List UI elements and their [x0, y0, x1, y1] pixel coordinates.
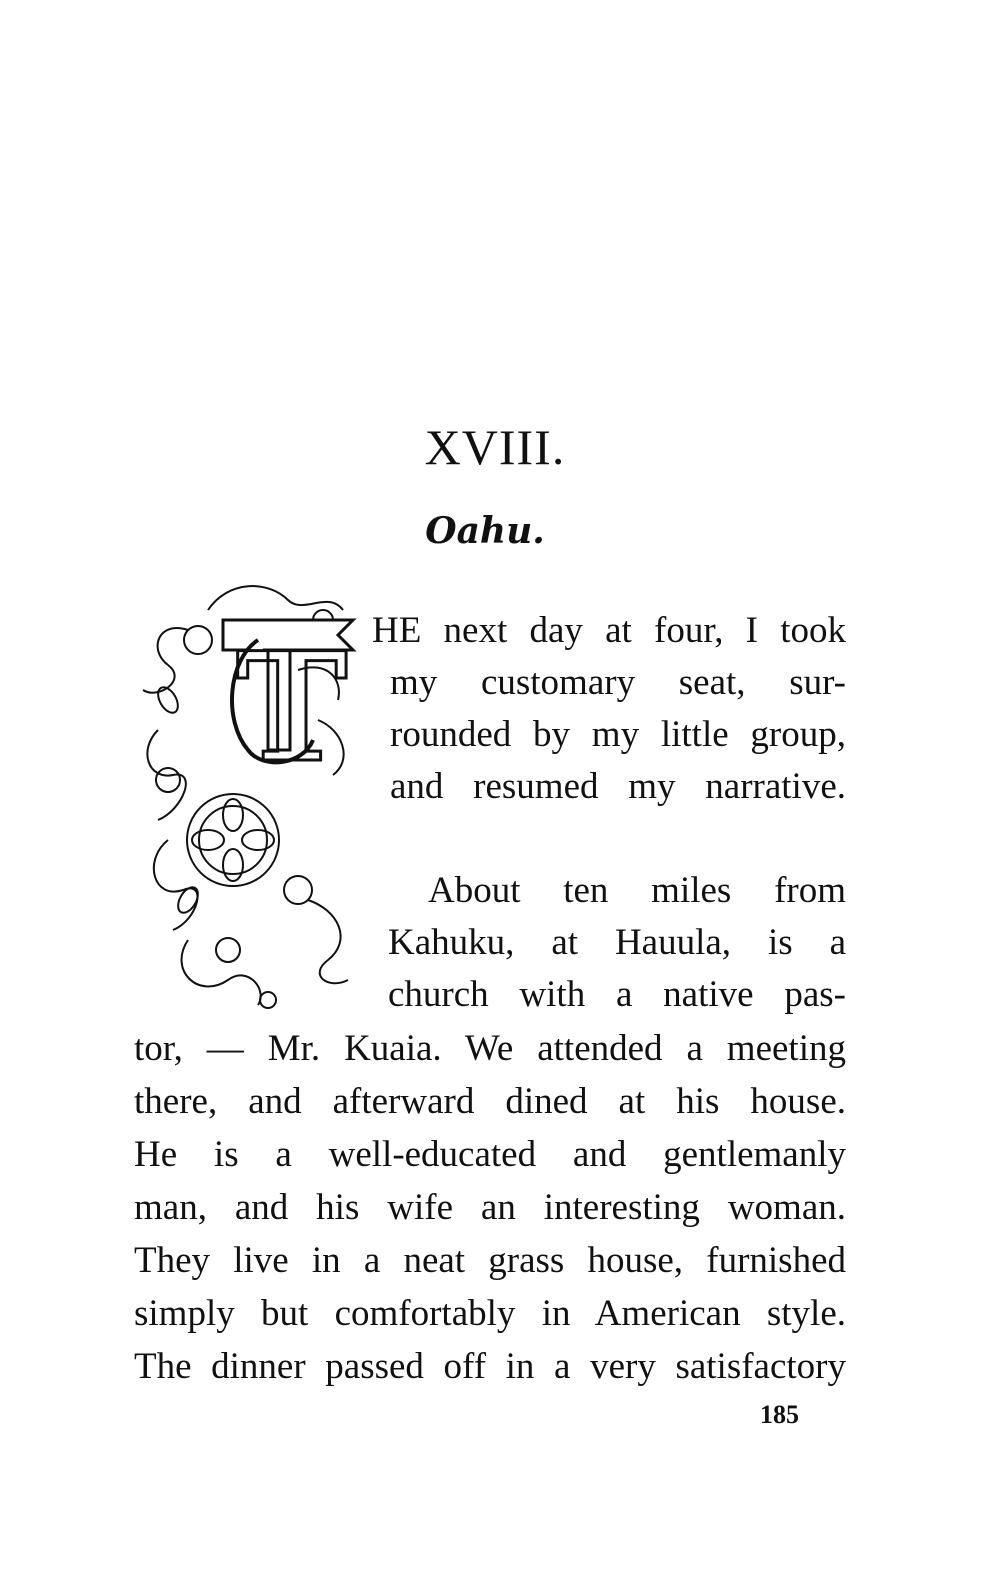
text-line: tor, — Mr. Kuaia. We attended a meeting — [134, 1028, 846, 1069]
text-line: They live in a neat grass house, furnished — [134, 1240, 846, 1281]
page-number: 185 — [760, 1400, 799, 1429]
chapter-title: Oahu. — [425, 510, 545, 552]
text-line: and resumed my narrative. — [390, 766, 846, 807]
text-line: The dinner passed off in a very satisfactory — [134, 1346, 846, 1387]
text-line: there, and afterward dined at his house. — [134, 1081, 846, 1122]
text-line: About ten miles from — [428, 870, 846, 911]
text-line: church with a native pas- — [388, 974, 846, 1015]
text-line: Kahuku, at Hauula, is a — [388, 922, 846, 963]
text-line: He is a well-educated and gentlemanly — [134, 1134, 846, 1175]
text-line: my customary seat, sur- — [390, 662, 846, 703]
chapter-number: XVIII. — [424, 419, 566, 475]
text-line: man, and his wife an interesting woman. — [134, 1187, 846, 1228]
text-line: simply but comfortably in American style. — [134, 1293, 846, 1334]
dropcap-letter: T — [236, 620, 348, 796]
ornamental-dropcap — [128, 580, 364, 1020]
text-line: HE next day at four, I took — [372, 610, 846, 651]
text-line: rounded by my little group, — [390, 714, 846, 755]
